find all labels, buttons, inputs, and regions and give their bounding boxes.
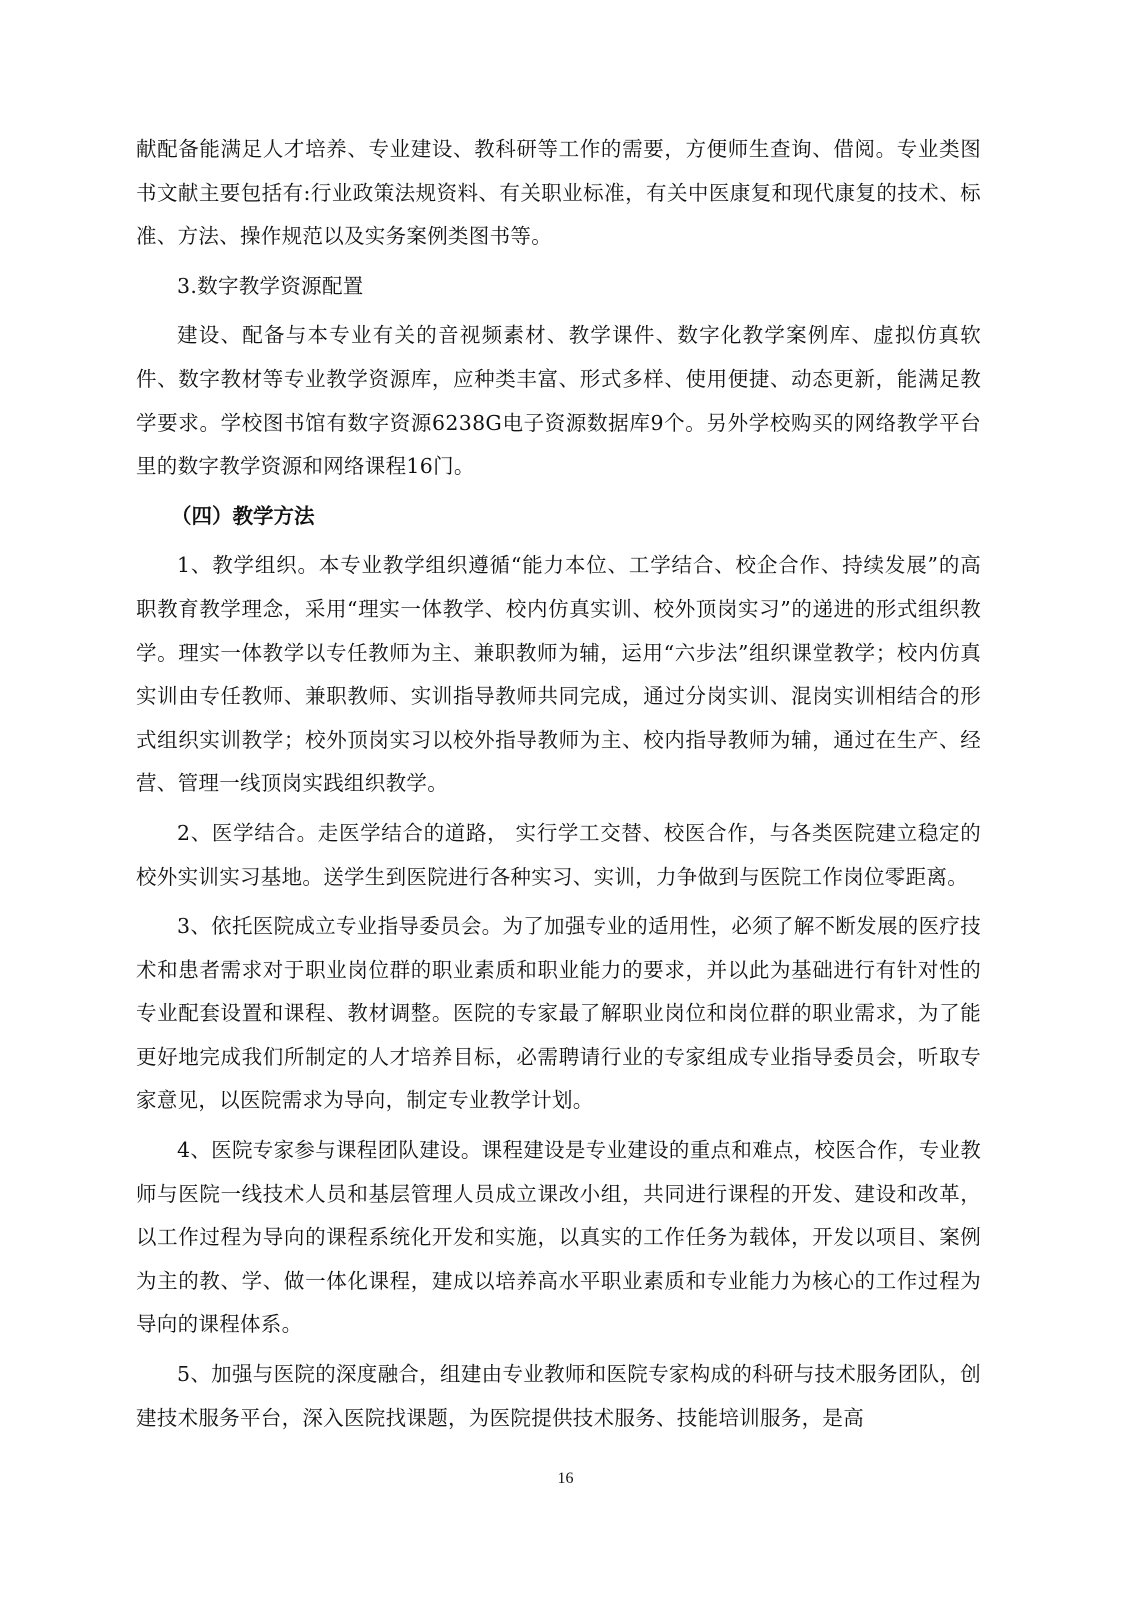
paragraph-deep-integration: 5、加强与医院的深度融合，组建由专业教师和医院专家构成的科研与技术服务团队，创建技术服务平台，深入医院找课题，为医院提供技术服务、技能培训服务，是高 xyxy=(136,1362,981,1430)
paragraph-teaching-organization: 1、教学组织。本专业教学组织遵循“能力本位、工学结合、校企合作、持续发展”的高职教育教学理念，采用“理实一体教学、校内仿真实训、校外顶岗实习”的递进的形式组织教学。理实一体教学以专任教师为主、兼职教师为辅，运用“六步法”组织课堂教学；校内仿真实训由专任教师、兼职教师、实训指导教师共同完成，通过分岗实训、混岗实训相结合的形式组织实训教学；校外顶岗实习以校外指导教师为主、校内指导教师为辅，通过在生产、经营、管理一线顶岗实践组织教学。 xyxy=(136,553,981,796)
section-heading-teaching-methods: （四）教学方法 xyxy=(171,503,315,528)
paragraph-digital-resources: 建设、配备与本专业有关的音视频素材、教学课件、数字化教学案例库、虚拟仿真软件、数字教材等专业教学资源库，应种类丰富、形式多样、使用便捷、动态更新，能满足教学要求。学校图书馆有数字资源6238G电子资源数据库9个。另外学校购买的网络教学平台里的数字教学资源和网络课程16门。 xyxy=(136,323,981,479)
paragraph-medicine-combination: 2、医学结合。走医学结合的道路， 实行学工交替、校医合作，与各类医院建立稳定的校外实训实习基地。送学生到医院进行各种实习、实训，力争做到与医院工作岗位零距离。 xyxy=(136,820,981,889)
subheading-digital-resources: 3.数字教学资源配置 xyxy=(177,273,364,298)
paragraph-steering-committee: 3、依托医院成立专业指导委员会。为了加强专业的适用性，必须了解不断发展的医疗技术和患者需求对于职业岗位群的职业素质和职业能力的要求，并以此为基础进行有针对性的专业配套设置和课程、教材调整。医院的专家最了解职业岗位和岗位群的职业需求，为了能更好地完成我们所制定的人才培养目标，必需聘请行业的专家组成专业指导委员会，听取专家意见，以医院需求为导向，制定专业教学计划。 xyxy=(136,914,981,1113)
paragraph-course-team: 4、医院专家参与课程团队建设。课程建设是专业建设的重点和难点，校医合作，专业教师与医院一线技术人员和基层管理人员成立课改小组，共同进行课程的开发、建设和改革，以工作过程为导向的课程系统化开发和实施，以真实的工作任务为载体，开发以项目、案例为主的教、学、做一体化课程，建成以培养高水平职业素质和专业能力为核心的工作过程为导向的课程体系。 xyxy=(136,1138,981,1337)
paragraph-library-resources: 献配备能满足人才培养、专业建设、教科研等工作的需要，方便师生查询、借阅。专业类图书文献主要包括有:行业政策法规资料、有关职业标准，有关中医康复和现代康复的技术、标准、方法、操作规范以及实务案例类图书等。 xyxy=(136,137,981,249)
page-body xyxy=(136,128,981,1446)
page-number: 16 xyxy=(557,1470,574,1487)
